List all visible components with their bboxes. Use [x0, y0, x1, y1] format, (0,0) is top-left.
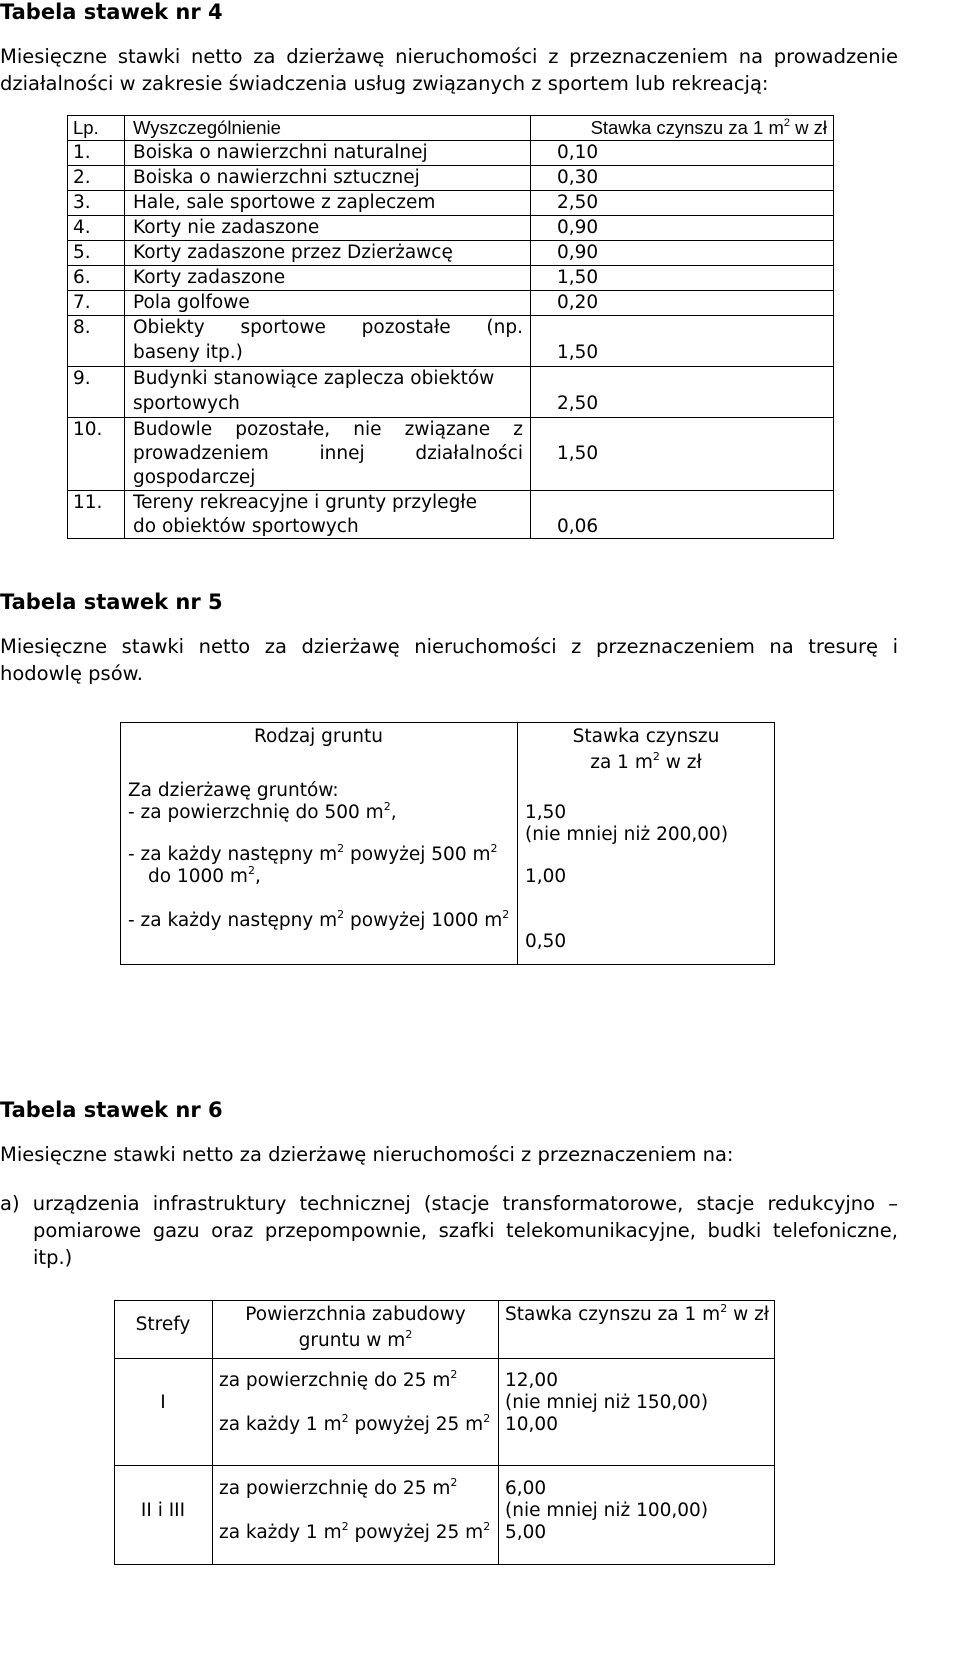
table-4-intro [0, 43, 898, 97]
row-lp: 5. [73, 242, 91, 263]
rate-above-1000: 0,50 [525, 931, 567, 952]
area-above-25: za każdy 1 $m^2$ powyżej 25 $m^2$ [219, 1411, 491, 1435]
row-rate: 0,06 [557, 516, 599, 537]
row-description: prowadzeniem innej działalności [133, 443, 523, 464]
row-lp: 6. [73, 267, 91, 288]
row-lp: 11. [73, 492, 103, 513]
item-a-line: a) urządzenia infrastruktury technicznej (stacje transformatorowe, stacje redukcyjno – [0, 1192, 898, 1215]
rate-up-to-25: 12,00 [505, 1370, 558, 1391]
table-4 [67, 115, 834, 539]
item-500-to-1000: - za każdy następny $m^2$ powyżej 500 $m^2$ [128, 841, 498, 865]
row-description: Boiska o nawierzchni sztucznej [133, 167, 420, 188]
header-lp: Lp. [73, 117, 99, 138]
row-description: Korty zadaszone przez Dzierżawcę [133, 242, 453, 263]
rate-up-to-500: 1,50 [525, 802, 567, 823]
item-above-1000: - za każdy następny $m^2$ powyżej 1000 $m^2$ [128, 907, 510, 931]
row-description: Budynki stanowiące zaplecza obiektów [133, 368, 495, 389]
intro-line: Miesięczne stawki netto za dzierżawę nieruchomości z przeznaczeniem na prowadzenie [0, 45, 898, 68]
intro-line: hodowlę psów. [0, 662, 143, 685]
zone-label: I [160, 1392, 166, 1413]
row-lp: 10. [73, 419, 103, 440]
row-rate: 0,90 [557, 242, 599, 263]
row-rate: 0,20 [557, 292, 599, 313]
row-description: Boiska o nawierzchni naturalnej [133, 142, 428, 163]
header-rate: Stawka czynszu za 1 $m^2$ w zł [505, 1301, 770, 1325]
row-rate: 1,50 [557, 443, 599, 464]
intro-line: Miesięczne stawki netto za dzierżawę nieruchomości z przeznaczeniem na tresurę i [0, 635, 898, 658]
row-description: Budowle pozostałe, nie związane z [133, 419, 523, 440]
row-lp: 9. [73, 368, 91, 389]
row-lp: 4. [73, 217, 91, 238]
row-description: Korty zadaszone [133, 267, 286, 288]
table-5 [120, 722, 775, 965]
area-above-25: za każdy 1 $m^2$ powyżej 25 $m^2$ [219, 1519, 491, 1543]
table-6-heading: Tabela stawek nr 6 [0, 1098, 223, 1122]
row-rate: 0,90 [557, 217, 599, 238]
rate-500-to-1000: 1,00 [525, 866, 567, 887]
header-area: Powierzchnia zabudowy gruntu w $m^2$ [245, 1304, 466, 1351]
item-a-line: itp.) [33, 1246, 73, 1269]
rate-minimum-note: (nie mniej niż 200,00) [525, 824, 729, 845]
row-description: sportowych [133, 393, 240, 414]
row-rate: 0,30 [557, 167, 599, 188]
row-rate: 2,50 [557, 393, 599, 414]
area-up-to-25: za powierzchnię do 25 $m^2$ [219, 1475, 458, 1499]
row-description: do obiektów sportowych [133, 516, 359, 537]
row-description: Obiekty sportowe pozostałe (np. [133, 317, 523, 338]
item-500-to-1000-cont: do 1000 $m^2$, [148, 863, 261, 887]
row-lp: 3. [73, 192, 91, 213]
item-a-line: pomiarowe gazu oraz przepompownie, szafki telekomunikacyjne, budki telefoniczne, [33, 1219, 898, 1242]
item-up-to-500: - za powierzchnię do 500 $m^2$, [128, 799, 397, 823]
row-lp: 8. [73, 317, 91, 338]
row-rate: 0,10 [557, 142, 599, 163]
row-description: Tereny rekreacyjne i grunty przyległe [133, 492, 477, 513]
row-description: Hale, sale sportowe z zapleczem [133, 192, 436, 213]
table-4-heading: Tabela stawek nr 4 [0, 0, 223, 24]
row-rate: 1,50 [557, 342, 599, 363]
rate-minimum-note: (nie mniej niż 100,00) [505, 1500, 709, 1521]
area-up-to-25: za powierzchnię do 25 $m^2$ [219, 1367, 458, 1391]
intro-line: działalności w zakresie świadczenia usług związanych z sportem lub rekreacją: [0, 72, 769, 95]
item-a [0, 1190, 898, 1271]
rate-up-to-25: 6,00 [505, 1478, 547, 1499]
header-zones: Strefy [135, 1314, 191, 1335]
row-description: gospodarczej [133, 467, 256, 488]
row-description: baseny itp.) [133, 342, 243, 363]
lease-intro: Za dzierżawę gruntów: [128, 780, 339, 801]
row-lp: 2. [73, 167, 91, 188]
table-6-intro: Miesięczne stawki netto za dzierżawę nieruchomości z przeznaczeniem na: [0, 1143, 734, 1166]
row-description: Korty nie zadaszone [133, 217, 320, 238]
header-description: Wyszczególnienie [133, 117, 281, 138]
rate-above-25: 10,00 [505, 1414, 558, 1435]
zone-label: II i III [140, 1500, 186, 1521]
row-lp: 7. [73, 292, 91, 313]
row-rate: 2,50 [557, 192, 599, 213]
header-rate: Stawka czynszu za 1 $m^2$ w zł [590, 116, 827, 138]
rate-minimum-note: (nie mniej niż 150,00) [505, 1392, 709, 1413]
row-lp: 1. [73, 142, 91, 163]
header-ground-type: Rodzaj gruntu [254, 726, 383, 747]
table-5-heading: Tabela stawek nr 5 [0, 590, 223, 614]
table-6 [114, 1300, 775, 1565]
row-rate: 1,50 [557, 267, 599, 288]
rate-above-25: 5,00 [505, 1522, 547, 1543]
header-rate: Stawka czynszu za 1 $m^2$ w zł [572, 726, 720, 773]
row-description: Pola golfowe [133, 292, 250, 313]
table-5-intro [0, 633, 898, 687]
